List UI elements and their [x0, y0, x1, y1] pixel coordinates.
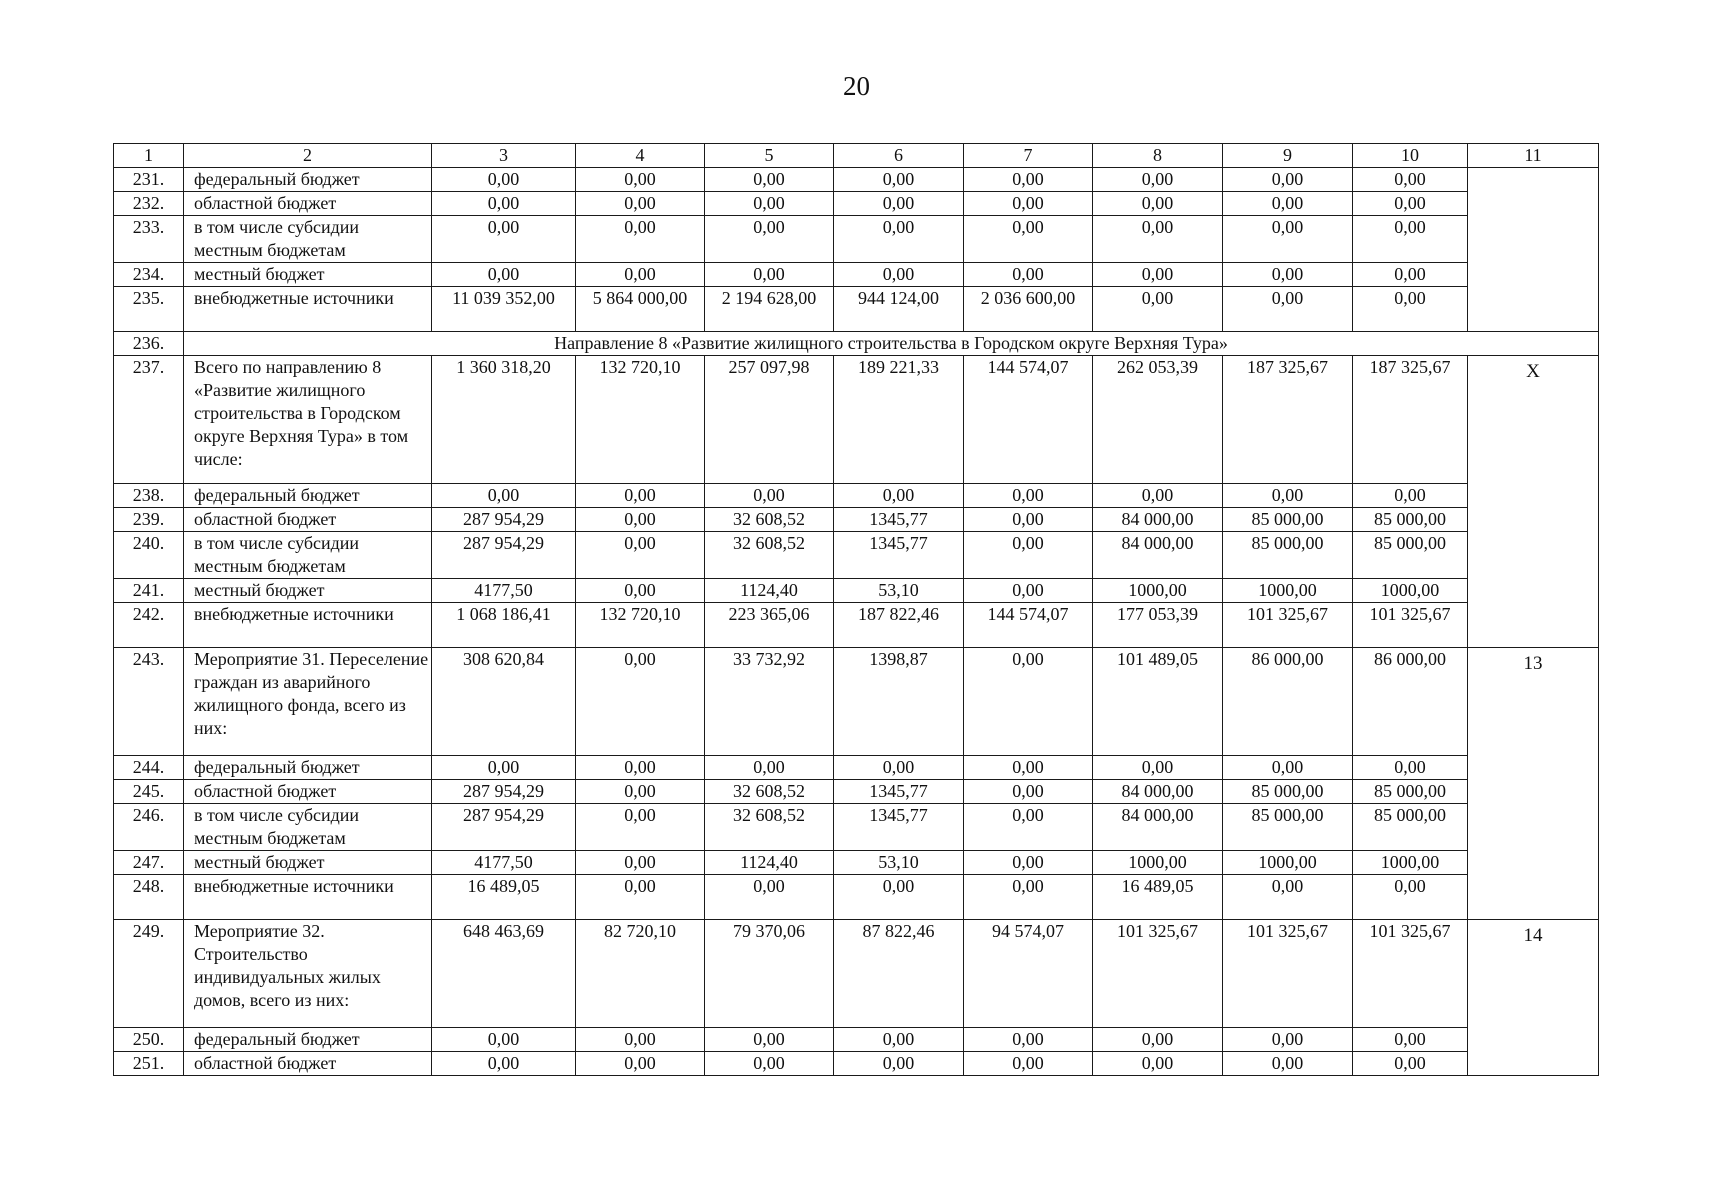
value-cell: 0,00 — [1223, 1028, 1353, 1052]
value-cell: 0,00 — [834, 1028, 964, 1052]
row-number: 232. — [114, 192, 184, 216]
row-number: 250. — [114, 1028, 184, 1052]
value-cell: 0,00 — [705, 875, 834, 920]
row-label: в том числе субсидии местным бюджетам — [184, 216, 432, 263]
column-header: 9 — [1223, 144, 1353, 168]
row-number: 240. — [114, 532, 184, 579]
budget-table — [113, 143, 1599, 1076]
value-cell: 0,00 — [1353, 1052, 1468, 1076]
value-cell: 85 000,00 — [1353, 508, 1468, 532]
row-label: внебюджетные источники — [184, 287, 432, 332]
value-cell: 0,00 — [964, 1052, 1093, 1076]
row-number: 248. — [114, 875, 184, 920]
value-cell: 144 574,07 — [964, 356, 1093, 484]
value-cell: 53,10 — [834, 851, 964, 875]
value-cell: 0,00 — [576, 851, 705, 875]
value-cell: 0,00 — [834, 756, 964, 780]
row-number: 231. — [114, 168, 184, 192]
value-cell: 0,00 — [834, 484, 964, 508]
value-cell: 101 325,67 — [1093, 920, 1223, 1028]
value-cell: 0,00 — [432, 1028, 576, 1052]
row-number: 236. — [114, 332, 184, 356]
value-cell: 0,00 — [1093, 287, 1223, 332]
value-cell: 0,00 — [964, 756, 1093, 780]
row-number: 244. — [114, 756, 184, 780]
value-cell: 84 000,00 — [1093, 804, 1223, 851]
value-cell: 287 954,29 — [432, 532, 576, 579]
row-label: областной бюджет — [184, 1052, 432, 1076]
table-row — [114, 192, 1599, 216]
value-cell: 0,00 — [1223, 484, 1353, 508]
value-cell: 0,00 — [432, 756, 576, 780]
row-number: 247. — [114, 851, 184, 875]
row-label: местный бюджет — [184, 579, 432, 603]
value-cell: 87 822,46 — [834, 920, 964, 1028]
value-cell: 101 325,67 — [1353, 920, 1468, 1028]
value-cell: 0,00 — [705, 168, 834, 192]
value-cell: 0,00 — [432, 1052, 576, 1076]
value-cell: 0,00 — [1223, 216, 1353, 263]
value-cell: 33 732,92 — [705, 648, 834, 756]
value-cell: 0,00 — [705, 484, 834, 508]
value-cell: 0,00 — [964, 579, 1093, 603]
value-cell: 187 325,67 — [1353, 356, 1468, 484]
value-cell: 0,00 — [432, 168, 576, 192]
value-cell: 189 221,33 — [834, 356, 964, 484]
value-cell: 0,00 — [964, 804, 1093, 851]
value-cell: 1000,00 — [1223, 851, 1353, 875]
value-cell: 0,00 — [1353, 756, 1468, 780]
value-cell: 11 039 352,00 — [432, 287, 576, 332]
value-cell: 0,00 — [964, 532, 1093, 579]
value-cell: 0,00 — [834, 216, 964, 263]
value-cell: 0,00 — [576, 648, 705, 756]
table-row — [114, 780, 1599, 804]
table-row — [114, 603, 1599, 648]
value-cell: 79 370,06 — [705, 920, 834, 1028]
value-cell: 0,00 — [1353, 287, 1468, 332]
value-cell: 84 000,00 — [1093, 532, 1223, 579]
value-cell: 0,00 — [834, 263, 964, 287]
value-cell: 0,00 — [964, 648, 1093, 756]
value-cell: 4177,50 — [432, 851, 576, 875]
row-number: 235. — [114, 287, 184, 332]
value-cell: 1000,00 — [1353, 851, 1468, 875]
value-cell: 0,00 — [1353, 216, 1468, 263]
value-cell: 0,00 — [576, 484, 705, 508]
row-number: 233. — [114, 216, 184, 263]
target-indicator: 13 — [1523, 653, 1543, 674]
value-cell: 0,00 — [1223, 287, 1353, 332]
value-cell: 0,00 — [705, 216, 834, 263]
row-label: местный бюджет — [184, 851, 432, 875]
table-row — [114, 1028, 1599, 1052]
value-cell: 101 489,05 — [1093, 648, 1223, 756]
value-cell: 144 574,07 — [964, 603, 1093, 648]
value-cell: 0,00 — [576, 780, 705, 804]
row-number: 237. — [114, 356, 184, 484]
row-number: 238. — [114, 484, 184, 508]
value-cell: 101 325,67 — [1223, 603, 1353, 648]
value-cell: 223 365,06 — [705, 603, 834, 648]
value-cell: 1345,77 — [834, 532, 964, 579]
value-cell: 177 053,39 — [1093, 603, 1223, 648]
value-cell: 0,00 — [1223, 756, 1353, 780]
value-cell: 85 000,00 — [1223, 532, 1353, 579]
value-cell: 0,00 — [964, 875, 1093, 920]
row-number: 249. — [114, 920, 184, 1028]
value-cell: 0,00 — [964, 484, 1093, 508]
row-label: внебюджетные источники — [184, 603, 432, 648]
value-cell: 257 097,98 — [705, 356, 834, 484]
value-cell: 86 000,00 — [1353, 648, 1468, 756]
value-cell: 82 720,10 — [576, 920, 705, 1028]
value-cell: 0,00 — [1093, 263, 1223, 287]
value-cell: 187 822,46 — [834, 603, 964, 648]
value-cell: 0,00 — [1353, 168, 1468, 192]
table-row — [114, 508, 1599, 532]
column-header: 4 — [576, 144, 705, 168]
value-cell: 0,00 — [1223, 1052, 1353, 1076]
target-indicator: X — [1526, 361, 1540, 382]
value-cell: 1345,77 — [834, 508, 964, 532]
value-cell: 287 954,29 — [432, 804, 576, 851]
value-cell: 32 608,52 — [705, 532, 834, 579]
value-cell: 944 124,00 — [834, 287, 964, 332]
table-row — [114, 168, 1599, 192]
row-number: 239. — [114, 508, 184, 532]
row-number: 246. — [114, 804, 184, 851]
row-number: 242. — [114, 603, 184, 648]
value-cell: 287 954,29 — [432, 508, 576, 532]
value-cell: 0,00 — [834, 168, 964, 192]
value-cell: 0,00 — [1353, 875, 1468, 920]
table-row — [114, 532, 1599, 579]
value-cell: 187 325,67 — [1223, 356, 1353, 484]
row-label: федеральный бюджет — [184, 168, 432, 192]
value-cell: 0,00 — [1223, 875, 1353, 920]
value-cell: 0,00 — [576, 532, 705, 579]
value-cell: 0,00 — [834, 192, 964, 216]
row-label: Всего по направлению 8 «Развитие жилищного строительства в Городском округе Верхняя Тура» в том числе: — [184, 356, 432, 484]
value-cell: 32 608,52 — [705, 804, 834, 851]
table-row — [114, 263, 1599, 287]
table-row — [114, 287, 1599, 332]
row-label: федеральный бюджет — [184, 1028, 432, 1052]
target-indicator-cell — [1468, 356, 1599, 648]
value-cell: 0,00 — [1353, 1028, 1468, 1052]
column-header: 5 — [705, 144, 834, 168]
table-row — [114, 579, 1599, 603]
value-cell: 1345,77 — [834, 780, 964, 804]
value-cell: 262 053,39 — [1093, 356, 1223, 484]
value-cell: 2 194 628,00 — [705, 287, 834, 332]
value-cell: 0,00 — [1223, 192, 1353, 216]
value-cell: 86 000,00 — [1223, 648, 1353, 756]
value-cell: 0,00 — [1093, 484, 1223, 508]
row-number: 243. — [114, 648, 184, 756]
value-cell: 1 068 186,41 — [432, 603, 576, 648]
table-row — [114, 1052, 1599, 1076]
table-row — [114, 756, 1599, 780]
column-header: 10 — [1353, 144, 1468, 168]
table-body — [114, 144, 1599, 1076]
table-row — [114, 332, 1599, 356]
value-cell: 0,00 — [432, 484, 576, 508]
value-cell: 0,00 — [964, 508, 1093, 532]
value-cell: 85 000,00 — [1223, 780, 1353, 804]
target-indicator-cell — [1468, 648, 1599, 920]
value-cell: 0,00 — [576, 508, 705, 532]
table-row — [114, 216, 1599, 263]
value-cell: 101 325,67 — [1353, 603, 1468, 648]
row-label: в том числе субсидии местным бюджетам — [184, 532, 432, 579]
row-label: Мероприятие 31. Переселение граждан из аварийного жилищного фонда, всего из них: — [184, 648, 432, 756]
column-header: 7 — [964, 144, 1093, 168]
value-cell: 16 489,05 — [1093, 875, 1223, 920]
value-cell: 0,00 — [1093, 1028, 1223, 1052]
value-cell: 94 574,07 — [964, 920, 1093, 1028]
value-cell: 0,00 — [964, 263, 1093, 287]
value-cell: 0,00 — [1093, 168, 1223, 192]
value-cell: 0,00 — [1093, 216, 1223, 263]
value-cell: 1124,40 — [705, 579, 834, 603]
value-cell: 0,00 — [964, 216, 1093, 263]
value-cell: 0,00 — [576, 756, 705, 780]
value-cell: 0,00 — [964, 1028, 1093, 1052]
row-label: областной бюджет — [184, 780, 432, 804]
value-cell: 1000,00 — [1093, 851, 1223, 875]
page-number: 20 — [843, 71, 870, 101]
column-header: 2 — [184, 144, 432, 168]
value-cell: 16 489,05 — [432, 875, 576, 920]
row-label: местный бюджет — [184, 263, 432, 287]
row-number: 245. — [114, 780, 184, 804]
value-cell: 85 000,00 — [1353, 780, 1468, 804]
target-indicator: 14 — [1523, 925, 1543, 946]
value-cell: 84 000,00 — [1093, 780, 1223, 804]
column-header: 6 — [834, 144, 964, 168]
value-cell: 0,00 — [1093, 192, 1223, 216]
value-cell: 0,00 — [1093, 1052, 1223, 1076]
value-cell: 0,00 — [1353, 263, 1468, 287]
value-cell: 0,00 — [1353, 484, 1468, 508]
header-row — [114, 144, 1599, 168]
value-cell: 0,00 — [705, 1052, 834, 1076]
value-cell: 53,10 — [834, 579, 964, 603]
value-cell: 0,00 — [705, 263, 834, 287]
row-number: 251. — [114, 1052, 184, 1076]
column-header: 3 — [432, 144, 576, 168]
value-cell: 84 000,00 — [1093, 508, 1223, 532]
value-cell: 85 000,00 — [1223, 508, 1353, 532]
value-cell: 0,00 — [576, 875, 705, 920]
value-cell: 1124,40 — [705, 851, 834, 875]
row-number: 234. — [114, 263, 184, 287]
value-cell: 0,00 — [576, 263, 705, 287]
value-cell: 85 000,00 — [1353, 532, 1468, 579]
value-cell: 5 864 000,00 — [576, 287, 705, 332]
value-cell: 85 000,00 — [1223, 804, 1353, 851]
row-label: областной бюджет — [184, 192, 432, 216]
value-cell: 0,00 — [576, 1028, 705, 1052]
row-label: внебюджетные источники — [184, 875, 432, 920]
value-cell: 0,00 — [705, 192, 834, 216]
row-label: областной бюджет — [184, 508, 432, 532]
row-number: 241. — [114, 579, 184, 603]
value-cell: 32 608,52 — [705, 780, 834, 804]
column-header: 8 — [1093, 144, 1223, 168]
row-label: Мероприятие 32. Строительство индивидуальных жилых домов, всего из них: — [184, 920, 432, 1028]
value-cell: 287 954,29 — [432, 780, 576, 804]
value-cell: 0,00 — [576, 168, 705, 192]
value-cell: 0,00 — [964, 168, 1093, 192]
value-cell: 308 620,84 — [432, 648, 576, 756]
value-cell: 1000,00 — [1223, 579, 1353, 603]
value-cell: 0,00 — [1093, 756, 1223, 780]
value-cell: 1 360 318,20 — [432, 356, 576, 484]
value-cell: 32 608,52 — [705, 508, 834, 532]
value-cell: 1398,87 — [834, 648, 964, 756]
value-cell: 0,00 — [705, 756, 834, 780]
table-row — [114, 356, 1599, 484]
value-cell: 1000,00 — [1093, 579, 1223, 603]
row-label: в том числе субсидии местным бюджетам — [184, 804, 432, 851]
value-cell: 0,00 — [1353, 192, 1468, 216]
table-row — [114, 851, 1599, 875]
value-cell: 0,00 — [1223, 168, 1353, 192]
value-cell: 0,00 — [432, 263, 576, 287]
value-cell: 0,00 — [576, 192, 705, 216]
value-cell: 0,00 — [834, 1052, 964, 1076]
row-label: федеральный бюджет — [184, 756, 432, 780]
value-cell: 0,00 — [576, 216, 705, 263]
value-cell: 0,00 — [432, 192, 576, 216]
table-row — [114, 648, 1599, 756]
row-label: федеральный бюджет — [184, 484, 432, 508]
value-cell: 0,00 — [576, 579, 705, 603]
value-cell: 85 000,00 — [1353, 804, 1468, 851]
value-cell: 1000,00 — [1353, 579, 1468, 603]
value-cell: 0,00 — [964, 851, 1093, 875]
value-cell: 0,00 — [964, 192, 1093, 216]
value-cell: 132 720,10 — [576, 603, 705, 648]
value-cell: 0,00 — [576, 804, 705, 851]
value-cell: 101 325,67 — [1223, 920, 1353, 1028]
column-header: 11 — [1468, 144, 1599, 168]
value-cell: 0,00 — [705, 1028, 834, 1052]
value-cell: 2 036 600,00 — [964, 287, 1093, 332]
value-cell: 1345,77 — [834, 804, 964, 851]
table-row — [114, 920, 1599, 1028]
value-cell: 0,00 — [834, 875, 964, 920]
value-cell: 0,00 — [576, 1052, 705, 1076]
section-heading: Направление 8 «Развитие жилищного строительства в Городском округе Верхняя Тура» — [184, 332, 1599, 356]
target-indicator-cell — [1468, 168, 1599, 332]
table-row — [114, 484, 1599, 508]
target-indicator-cell — [1468, 920, 1599, 1076]
value-cell: 0,00 — [432, 216, 576, 263]
table-row — [114, 804, 1599, 851]
value-cell: 0,00 — [1223, 263, 1353, 287]
table-row — [114, 875, 1599, 920]
value-cell: 0,00 — [964, 780, 1093, 804]
value-cell: 648 463,69 — [432, 920, 576, 1028]
column-header: 1 — [114, 144, 184, 168]
value-cell: 4177,50 — [432, 579, 576, 603]
value-cell: 132 720,10 — [576, 356, 705, 484]
